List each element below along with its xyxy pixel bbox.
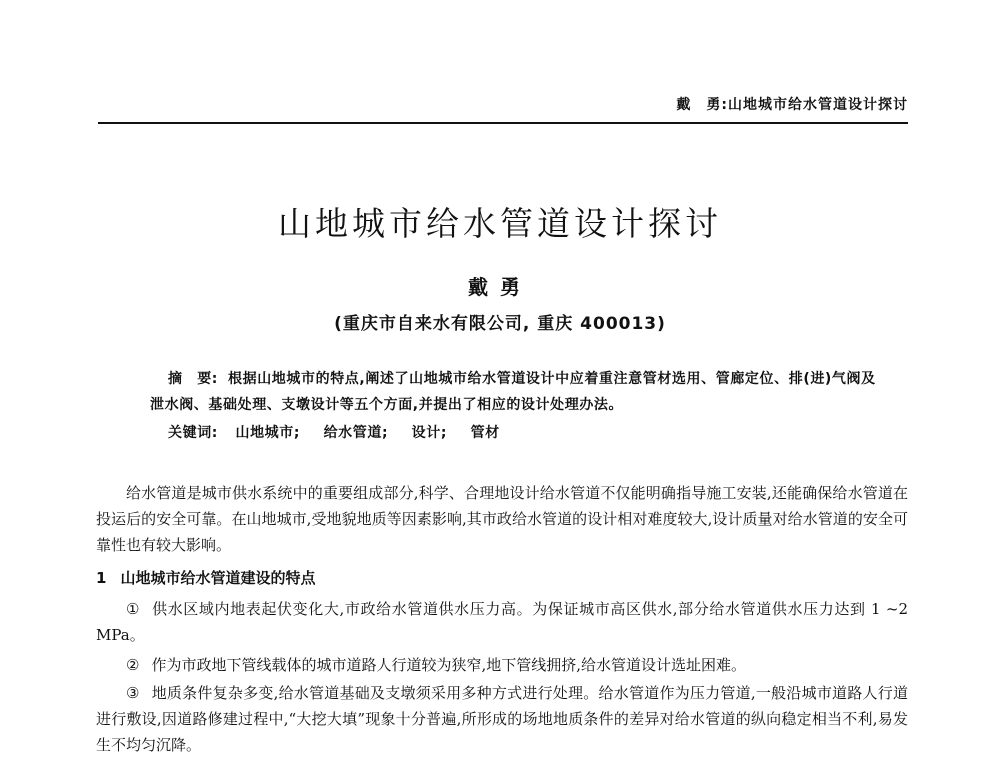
item-text: 作为市政地下管线载体的城市道路人行道较为狭窄,地下管线拥挤,给水管道设计选址困难。 [151, 656, 746, 674]
section-heading [96, 567, 315, 588]
abstract [150, 366, 890, 418]
item-text: 地质条件复杂多变,给水管道基础及支墩须采用多种方式进行处理。给水管道作为压力管道,一般沿城市道路人行道进行敷设,因道路修建过程中,“大挖大填”现象十分普遍,所形成的场地地质条件的差异对给水管道的纵向稳定相当不利,易发生不均匀沉降。 [96, 684, 908, 754]
abstract-label: 摘 要: [168, 371, 218, 387]
running-header: 戴 勇:山地城市给水管道设计探讨 [676, 97, 908, 113]
author-affiliation: (重庆市自来水有限公司, 重庆 400013) [334, 314, 666, 334]
keyword: 管材 [470, 425, 500, 441]
keywords [168, 422, 518, 442]
item-text: 供水区域内地表起伏变化大,市政给水管道供水压力高。为保证城市高区供水,部分给水管道供水压力达到 1 ~2 MPa。 [96, 600, 909, 644]
keywords-label: 关键词: [168, 425, 218, 441]
item-marker: ② [126, 656, 140, 674]
author-name: 戴勇 [468, 275, 532, 299]
intro-paragraph: 给水管道是城市供水系统中的重要组成部分,科学、合理地设计给水管道不仅能明确指导施工安装,还能确保给水管道在投运后的安全可靠。在山地城市,受地貌地质等因素影响,其市政给水管道的设计相对难度较大,设计质量对给水管道的安全可靠性也有较大影响。 [96, 484, 908, 554]
item-marker: ③ [126, 684, 140, 702]
list-item [96, 652, 908, 678]
header-rule [98, 122, 908, 124]
paper-title: 山地城市给水管道设计探讨 [278, 204, 722, 243]
item-marker: ① [126, 600, 141, 618]
list-item [96, 596, 908, 648]
keyword: 山地城市; [235, 425, 301, 441]
keyword: 设计; [411, 425, 448, 441]
section-title: 山地城市给水管道建设的特点 [120, 569, 316, 587]
abstract-text: 根据山地城市的特点,阐述了山地城市给水管道设计中应着重注意管材选用、管廊定位、排(进)气阀及泄水阀、基础处理、支墩设计等五个方面,并提出了相应的设计处理办法。 [150, 371, 876, 413]
section-number: 1 [96, 569, 107, 587]
list-item [96, 680, 908, 758]
keyword: 给水管道; [323, 425, 389, 441]
